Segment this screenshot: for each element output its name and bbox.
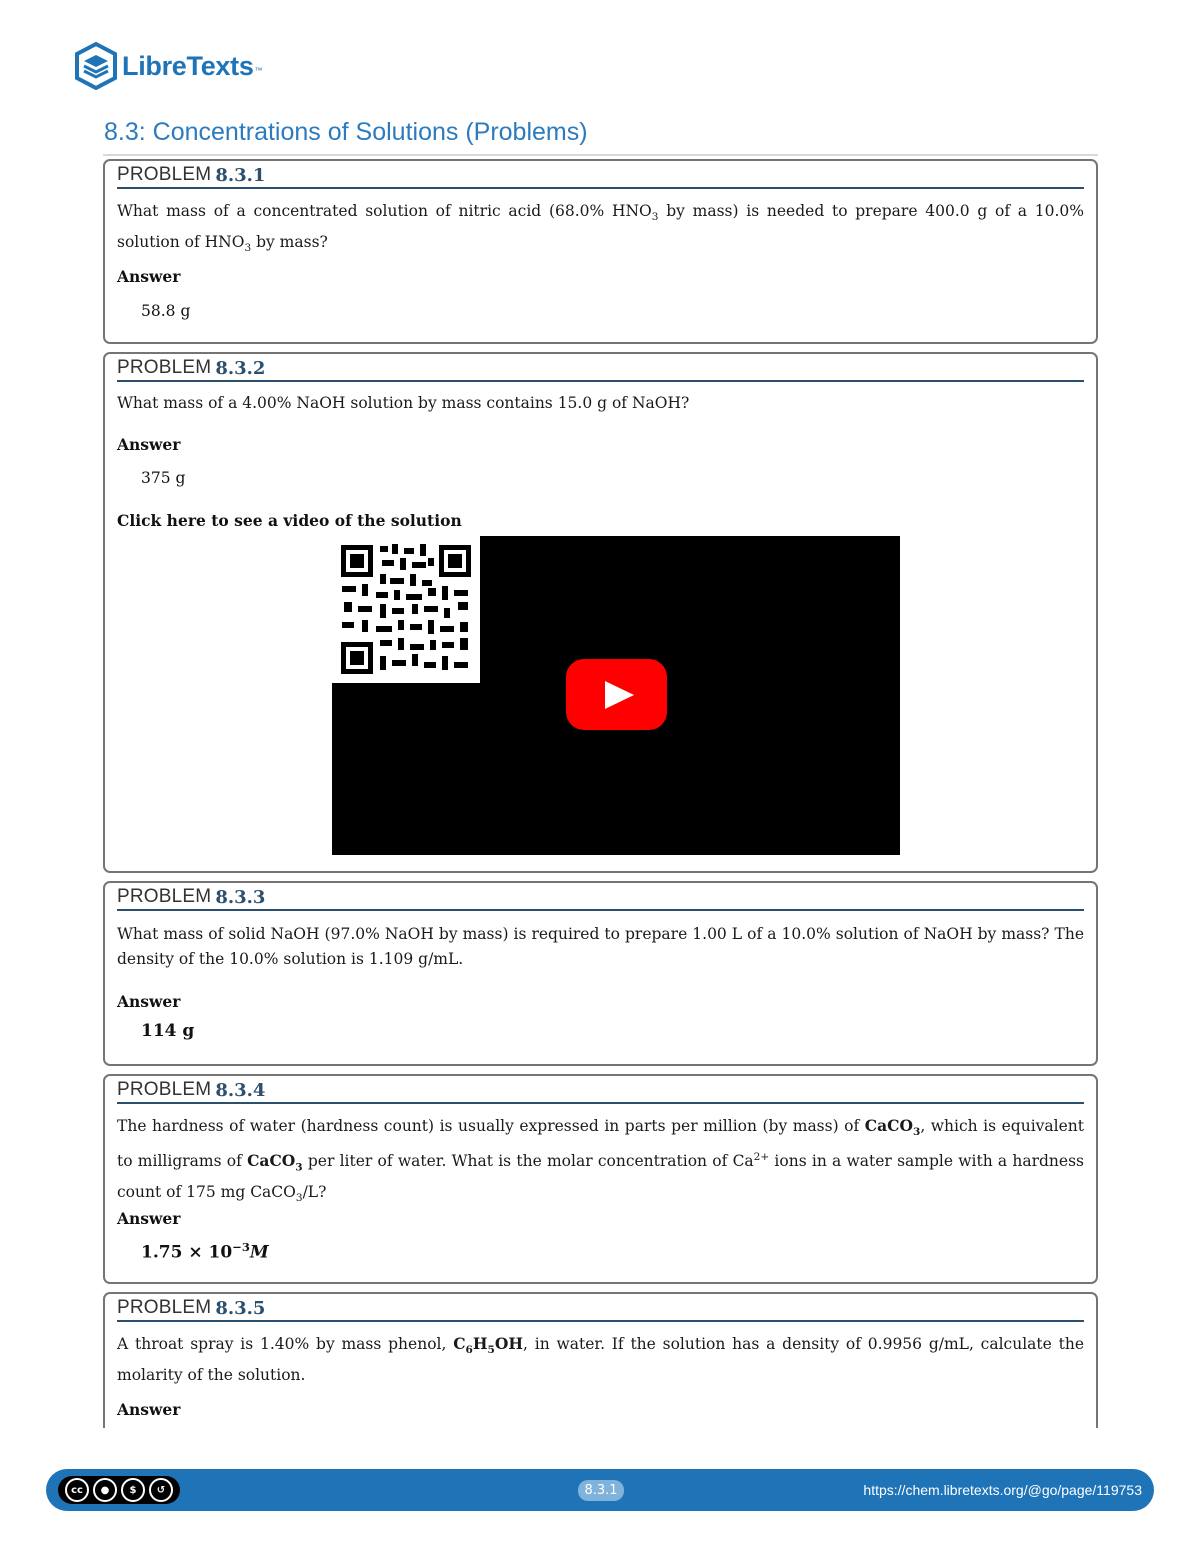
problem-box-2 <box>103 352 1098 873</box>
problem-number: 8.3.2 <box>215 358 266 379</box>
cc-license-badge[interactable] <box>58 1476 180 1504</box>
problem-number: 8.3.1 <box>215 165 266 186</box>
problem-question: What mass of solid NaOH (97.0% NaOH by mass) is required to prepare 1.00 L of a 10.0% solution of NaOH by mass? The density of the 10.0% solution is 1.109 g/mL. <box>117 925 1084 968</box>
answer-value: 114 g <box>141 1021 195 1041</box>
logo-trademark: ™ <box>254 65 263 75</box>
problem-number: 8.3.4 <box>215 1080 266 1101</box>
video-solution-link[interactable]: Click here to see a video of the solution <box>117 511 462 530</box>
qr-code-icon <box>332 536 480 683</box>
problem-box-4 <box>103 1074 1098 1284</box>
problem-label: PROBLEM <box>117 164 212 185</box>
problem-header <box>117 356 1084 382</box>
sa-icon: ↺ <box>149 1478 173 1502</box>
problem-question: What mass of a 4.00% NaOH solution by mass contains 15.0 g of NaOH? <box>117 394 690 412</box>
answer-toggle[interactable]: Answer <box>117 267 181 286</box>
page-footer <box>46 1469 1154 1511</box>
page-url[interactable]: https://chem.libretexts.org/@go/page/119753 <box>863 1482 1142 1498</box>
page-number: 8.3.1 <box>578 1480 624 1501</box>
problem-header <box>117 885 1084 911</box>
problem-question: A throat spray is 1.40% by mass phenol, $C_6H_5OH$, in water. If the solution has a density of 0.9956 g/mL, calculate the molarity of the solution. <box>117 1334 1084 1385</box>
problem-number: 8.3.3 <box>215 887 266 908</box>
libretexts-logo[interactable] <box>74 40 263 92</box>
problem-label: PROBLEM <box>117 1297 212 1318</box>
nc-icon: $ <box>121 1478 145 1502</box>
answer-toggle[interactable]: Answer <box>117 992 181 1011</box>
problem-header <box>117 1296 1084 1322</box>
cc-icon: cc <box>65 1478 89 1502</box>
answer-value: 58.8 g <box>141 302 191 320</box>
answer-toggle[interactable]: Answer <box>117 1400 181 1419</box>
problem-label: PROBLEM <box>117 357 212 378</box>
problem-question: The hardness of water (hardness count) is usually expressed in parts per million (by mass) of CaCO$_3$, which is equivalent to milligrams of CaCO$_3$ per liter of water. What is the molar concentration of $Ca^{2+}$ ions in a water sample with a hardness count of 175 mg CaCO$_3$/L? <box>117 1116 1084 1205</box>
answer-value: $1.75 \times 10^{-3}M$ <box>141 1240 269 1263</box>
problem-box-1 <box>103 159 1098 344</box>
problem-header <box>117 1078 1084 1104</box>
page-title: 8.3: Concentrations of Solutions (Problems) <box>104 118 588 146</box>
title-divider <box>103 154 1098 156</box>
page-cutoff <box>0 1428 1200 1468</box>
logo-text: LibreTexts <box>122 50 254 81</box>
youtube-play-icon[interactable] <box>566 659 667 730</box>
by-icon: ● <box>93 1478 117 1502</box>
answer-toggle[interactable]: Answer <box>117 435 181 454</box>
qr-code <box>332 536 480 683</box>
video-player[interactable] <box>332 536 900 855</box>
problem-box-3 <box>103 881 1098 1066</box>
libretexts-logo-icon <box>74 42 118 90</box>
answer-value: 375 g <box>141 469 186 487</box>
problem-box-5 <box>103 1292 1098 1442</box>
problem-label: PROBLEM <box>117 1079 212 1100</box>
problem-label: PROBLEM <box>117 886 212 907</box>
problem-header <box>117 163 1084 189</box>
problem-number: 8.3.5 <box>215 1298 266 1319</box>
problem-question: What mass of a concentrated solution of nitric acid (68.0% $HNO_3$ by mass) is needed to prepare 400.0 g of a 10.0% solution of $HNO_3$ by mass? <box>117 202 1085 255</box>
answer-toggle[interactable]: Answer <box>117 1209 181 1228</box>
